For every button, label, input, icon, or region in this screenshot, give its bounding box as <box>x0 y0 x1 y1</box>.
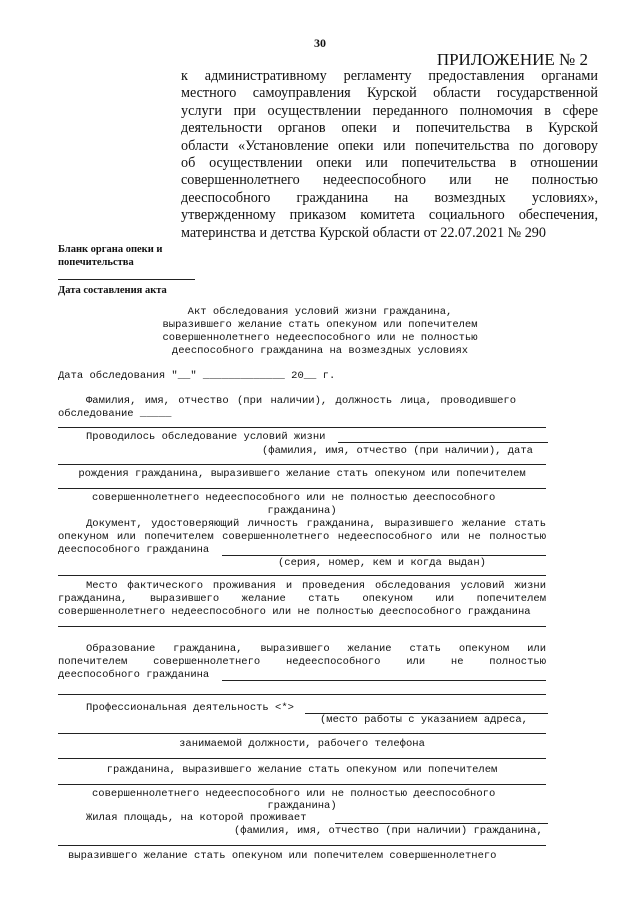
doc-hint: (серия, номер, кем и когда выдан) <box>278 557 486 569</box>
prof-hint: гражданина, выразившего желание стать опекуном или попечителем <box>106 764 498 776</box>
doc-line: дееспособного гражданина <box>58 544 210 556</box>
fill-line <box>58 464 546 465</box>
conducted-label: Проводилось обследование условий жизни <box>86 431 326 443</box>
fill-line <box>58 626 546 627</box>
ward-line: совершеннолетнего недееспособного или не полностью дееспособного <box>92 492 496 504</box>
appendix-line: услуги при осуществлении переданного полномочия в сфере <box>181 102 598 119</box>
act-title-line: выразившего желание стать опекуном или попечителем <box>162 319 478 331</box>
org-blank-label <box>58 243 218 269</box>
prof-hint: гражданина) <box>267 800 337 812</box>
appendix-line: к административному регламенту предоставления органами <box>181 68 598 84</box>
exam-date: Дата обследования "__" _____________ 20__ г. <box>58 370 336 382</box>
fill-line <box>58 427 546 428</box>
fill-line <box>58 784 546 785</box>
act-title-line: совершеннолетнего недееспособного или не полностью <box>162 332 478 344</box>
education-line: дееспособного гражданина <box>58 669 210 681</box>
page-number: 30 <box>314 36 326 50</box>
residence-line: Место фактического проживания и проведения обследования условий жизни <box>86 580 546 592</box>
hint-fio-date: (фамилия, имя, отчество (при наличии), дата <box>262 445 533 457</box>
prof-hint: (место работы с указанием адреса, <box>320 714 528 726</box>
appendix-line: местного самоуправления Курской области государственной <box>181 85 598 102</box>
appendix-line: области «Установление опеки или попечительства по договору <box>181 137 598 154</box>
housing-hint: (фамилия, имя, отчество (при наличии) гражданина, <box>234 825 543 837</box>
org-blank-line: Бланк органа опеки и <box>58 244 163 255</box>
fill-line <box>222 555 546 556</box>
housing-hint: выразившего желание стать опекуном или попечителем совершеннолетнего <box>68 850 497 862</box>
fill-line <box>222 680 546 681</box>
ward-line: гражданина) <box>267 505 337 517</box>
prof-hint: занимаемой должности, рабочего телефона <box>179 738 425 750</box>
fill-line <box>58 694 546 695</box>
act-date-underline <box>58 279 195 280</box>
fill-line <box>58 758 546 759</box>
appendix-line: об осуществлении опеки или попечительства в отношении <box>181 155 598 172</box>
appendix-body <box>181 68 598 242</box>
doc-line: Документ, удостоверяющий личность гражданина, выразившего желание стать <box>86 518 546 530</box>
appendix-title: ПРИЛОЖЕНИЕ № 2 <box>436 50 588 69</box>
residence-line: гражданина, выразившего желание стать опекуном или попечителем <box>58 593 546 605</box>
appendix-line: деятельности органов опеки и попечительства в Курской <box>181 120 598 137</box>
fill-line <box>58 845 546 846</box>
education-line: попечителем совершеннолетнего недееспособного или не полностью <box>58 656 546 668</box>
appendix-line: дееспособного гражданина на возмездных условиях», <box>181 189 598 206</box>
education-line: Образование гражданина, выразившего желание стать опекуном или <box>86 643 546 655</box>
fill-line <box>338 442 548 443</box>
org-blank-line: попечительства <box>58 257 134 268</box>
birth-line: рождения гражданина, выразившего желание стать опекуном или попечителем <box>78 468 526 480</box>
appendix-line: материнства и детства Курской области от 22.07.2021 № 290 <box>181 224 546 241</box>
fill-line <box>58 733 546 734</box>
appendix-line: совершеннолетнего недееспособного или не полностью <box>181 172 598 189</box>
prof-label: Профессиональная деятельность <*> <box>86 702 294 714</box>
doc-line: опекуном или попечителем совершеннолетнего недееспособного или не полностью <box>58 531 546 543</box>
fill-line <box>58 575 546 576</box>
prof-hint: совершеннолетнего недееспособного или не полностью дееспособного <box>92 788 496 800</box>
person-line: Фамилия, имя, отчество (при наличии), должность лица, проводившего <box>86 395 516 407</box>
residence-line: совершеннолетнего недееспособного или не полностью дееспособного гражданина <box>58 606 531 618</box>
appendix-line: утвержденному приказом комитета социального обеспечения, <box>181 207 598 224</box>
person-line: обследование _____ <box>58 408 172 420</box>
act-title-line: дееспособного гражданина на возмездных условиях <box>171 345 469 357</box>
act-title-line: Акт обследования условий жизни гражданина, <box>187 306 453 318</box>
housing-label: Жилая площадь, на которой проживает <box>86 812 307 824</box>
fill-line <box>335 823 548 824</box>
act-date-label: Дата составления акта <box>58 285 167 296</box>
fill-line <box>58 488 546 489</box>
